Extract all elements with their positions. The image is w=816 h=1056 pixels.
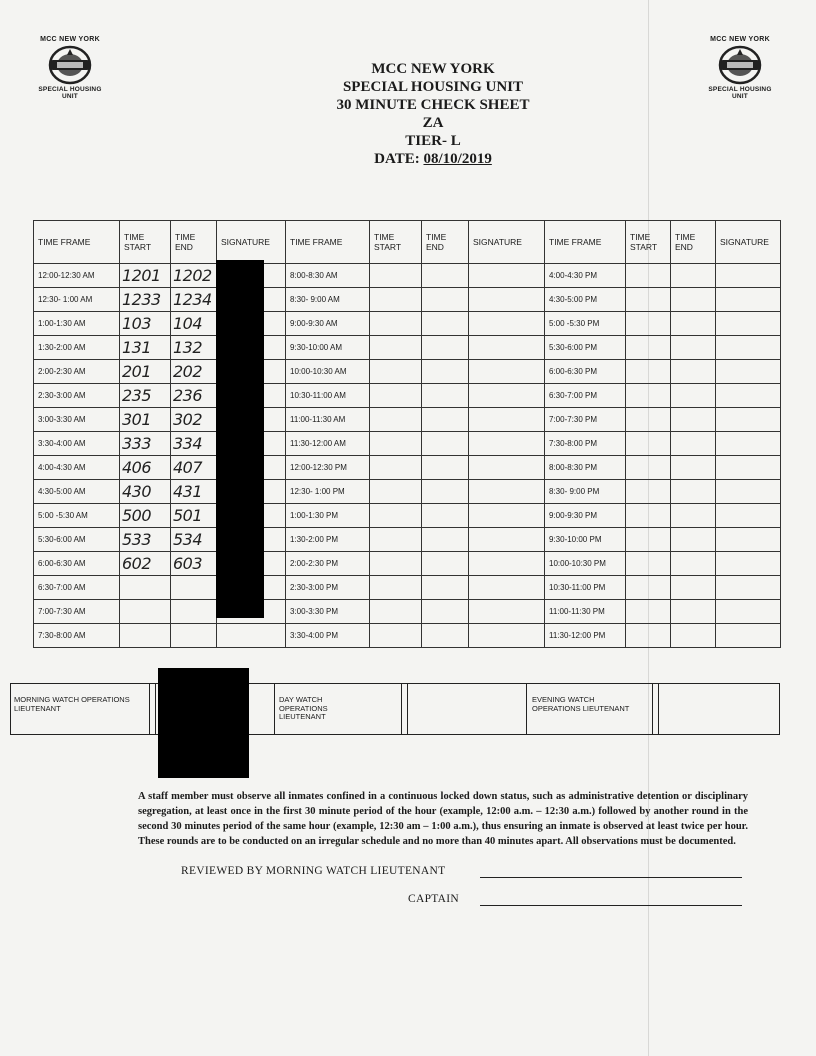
time-start-cell: 1233 bbox=[120, 288, 171, 312]
signature-cell bbox=[716, 504, 781, 528]
time-frame-cell: 6:00-6:30 PM bbox=[545, 360, 626, 384]
time-frame-cell: 12:30- 1:00 PM bbox=[286, 480, 370, 504]
shu-seal-icon bbox=[47, 45, 93, 85]
time-start-cell: 103 bbox=[120, 312, 171, 336]
signature-cell bbox=[469, 432, 545, 456]
time-end-cell: 501 bbox=[171, 504, 217, 528]
signature-cell bbox=[469, 456, 545, 480]
time-frame-cell: 3:00-3:30 AM bbox=[34, 408, 120, 432]
time-start-cell: 201 bbox=[120, 360, 171, 384]
time-frame-cell: 10:30-11:00 AM bbox=[286, 384, 370, 408]
divider bbox=[401, 684, 402, 734]
logo-top-text: MCC NEW YORK bbox=[710, 36, 770, 43]
time-frame-cell: 1:30-2:00 AM bbox=[34, 336, 120, 360]
header-cell: TIME FRAME bbox=[286, 221, 370, 264]
signature-cell bbox=[716, 408, 781, 432]
time-start-cell: 301 bbox=[120, 408, 171, 432]
time-frame-cell: 9:30-10:00 AM bbox=[286, 336, 370, 360]
time-start-cell bbox=[370, 600, 422, 624]
divider bbox=[526, 684, 527, 734]
header-cell: TIME START bbox=[626, 221, 671, 264]
time-end-cell bbox=[671, 600, 716, 624]
signature-cell bbox=[716, 528, 781, 552]
time-frame-cell: 1:00-1:30 AM bbox=[34, 312, 120, 336]
time-start-cell bbox=[626, 480, 671, 504]
time-end-cell bbox=[422, 480, 469, 504]
time-start-cell bbox=[370, 432, 422, 456]
signature-cell bbox=[469, 576, 545, 600]
time-frame-cell: 3:00-3:30 PM bbox=[286, 600, 370, 624]
header-date bbox=[258, 150, 608, 168]
time-end-cell bbox=[671, 336, 716, 360]
time-start-cell bbox=[626, 600, 671, 624]
time-frame-cell: 2:30-3:00 AM bbox=[34, 384, 120, 408]
time-frame-cell: 4:00-4:30 AM bbox=[34, 456, 120, 480]
time-start-cell bbox=[626, 384, 671, 408]
signature-cell bbox=[716, 336, 781, 360]
time-frame-cell: 8:00-8:30 PM bbox=[545, 456, 626, 480]
divider bbox=[149, 684, 150, 734]
time-frame-cell: 5:30-6:00 PM bbox=[545, 336, 626, 360]
logo-left bbox=[30, 36, 110, 100]
time-end-cell: 1234 bbox=[171, 288, 217, 312]
time-start-cell: 533 bbox=[120, 528, 171, 552]
time-start-cell: 602 bbox=[120, 552, 171, 576]
header-line-2: SPECIAL HOUSING UNIT bbox=[342, 79, 524, 95]
time-frame-cell: 4:30-5:00 AM bbox=[34, 480, 120, 504]
signature-cell bbox=[469, 384, 545, 408]
time-frame-cell: 12:30- 1:00 AM bbox=[34, 288, 120, 312]
header-cell: TIME FRAME bbox=[545, 221, 626, 264]
time-start-cell: 131 bbox=[120, 336, 171, 360]
time-start-cell bbox=[626, 408, 671, 432]
sheet-header bbox=[258, 60, 608, 168]
table-row bbox=[34, 528, 781, 552]
time-end-cell bbox=[671, 384, 716, 408]
time-end-cell bbox=[171, 576, 217, 600]
time-frame-cell: 2:30-3:00 PM bbox=[286, 576, 370, 600]
signature-cell bbox=[716, 600, 781, 624]
time-frame-cell: 7:00-7:30 AM bbox=[34, 600, 120, 624]
time-start-cell bbox=[626, 312, 671, 336]
time-start-cell: 406 bbox=[120, 456, 171, 480]
time-start-cell bbox=[626, 288, 671, 312]
time-frame-cell: 11:30-12:00 AM bbox=[286, 432, 370, 456]
time-start-cell bbox=[370, 264, 422, 288]
time-start-cell: 1201 bbox=[120, 264, 171, 288]
divider bbox=[652, 684, 653, 734]
time-end-cell bbox=[671, 624, 716, 648]
time-end-cell bbox=[422, 336, 469, 360]
time-end-cell bbox=[422, 624, 469, 648]
time-end-cell bbox=[422, 432, 469, 456]
evening-watch-label: EVENING WATCH OPERATIONS LIEUTENANT bbox=[532, 695, 630, 713]
header-cell: TIME START bbox=[370, 221, 422, 264]
time-frame-cell: 9:00-9:30 PM bbox=[545, 504, 626, 528]
time-end-cell: 334 bbox=[171, 432, 217, 456]
time-frame-cell: 1:30-2:00 PM bbox=[286, 528, 370, 552]
time-frame-cell: 7:00-7:30 PM bbox=[545, 408, 626, 432]
time-end-cell: 202 bbox=[171, 360, 217, 384]
table-row bbox=[34, 432, 781, 456]
signature-cell bbox=[469, 600, 545, 624]
captain-signature-line bbox=[480, 905, 742, 906]
signature-cell bbox=[469, 528, 545, 552]
signature-cell bbox=[469, 552, 545, 576]
signature-cell bbox=[469, 264, 545, 288]
time-frame-cell: 6:30-7:00 AM bbox=[34, 576, 120, 600]
signature-cell bbox=[716, 264, 781, 288]
logo-top-text: MCC NEW YORK bbox=[40, 36, 100, 43]
time-start-cell bbox=[370, 408, 422, 432]
time-end-cell: 302 bbox=[171, 408, 217, 432]
signature-cell bbox=[716, 288, 781, 312]
time-start-cell bbox=[626, 264, 671, 288]
time-start-cell bbox=[370, 336, 422, 360]
captain-label: CAPTAIN bbox=[408, 893, 460, 905]
signature-cell bbox=[469, 408, 545, 432]
time-end-cell bbox=[671, 552, 716, 576]
time-frame-cell: 11:30-12:00 PM bbox=[545, 624, 626, 648]
table-row bbox=[34, 312, 781, 336]
time-end-cell: 407 bbox=[171, 456, 217, 480]
header-cell: SIGNATURE bbox=[716, 221, 781, 264]
time-frame-cell: 3:30-4:00 PM bbox=[286, 624, 370, 648]
header-cell: TIME END bbox=[671, 221, 716, 264]
time-frame-cell: 8:30- 9:00 PM bbox=[545, 480, 626, 504]
table-row bbox=[34, 456, 781, 480]
time-start-cell bbox=[370, 312, 422, 336]
time-frame-cell: 5:30-6:00 AM bbox=[34, 528, 120, 552]
signature-cell bbox=[469, 624, 545, 648]
time-frame-cell: 2:00-2:30 PM bbox=[286, 552, 370, 576]
time-end-cell bbox=[671, 264, 716, 288]
time-end-cell bbox=[671, 528, 716, 552]
time-frame-cell: 6:00-6:30 AM bbox=[34, 552, 120, 576]
time-frame-cell: 3:30-4:00 AM bbox=[34, 432, 120, 456]
shu-seal-icon bbox=[717, 45, 763, 85]
time-frame-cell: 11:00-11:30 AM bbox=[286, 408, 370, 432]
reviewed-by-label: REVIEWED BY MORNING WATCH LIEUTENANT bbox=[181, 865, 446, 877]
time-end-cell: 236 bbox=[171, 384, 217, 408]
time-end-cell bbox=[671, 456, 716, 480]
logo-bottom-text: SPECIAL HOUSING UNIT bbox=[708, 86, 772, 100]
time-frame-cell: 5:00 -5:30 PM bbox=[545, 312, 626, 336]
table-row bbox=[34, 288, 781, 312]
table-row bbox=[34, 552, 781, 576]
time-end-cell bbox=[422, 504, 469, 528]
date-value: 08/10/2019 bbox=[423, 151, 492, 167]
morning-watch-label: MORNING WATCH OPERATIONS LIEUTENANT bbox=[14, 695, 130, 713]
table-row bbox=[34, 504, 781, 528]
time-start-cell: 500 bbox=[120, 504, 171, 528]
time-end-cell bbox=[422, 408, 469, 432]
table-row bbox=[34, 360, 781, 384]
time-end-cell bbox=[422, 384, 469, 408]
table-row bbox=[34, 576, 781, 600]
signature-cell bbox=[716, 312, 781, 336]
signature-cell bbox=[469, 336, 545, 360]
header-cell: TIME END bbox=[171, 221, 217, 264]
time-frame-cell: 4:30-5:00 PM bbox=[545, 288, 626, 312]
time-end-cell bbox=[422, 360, 469, 384]
time-end-cell bbox=[671, 288, 716, 312]
time-start-cell bbox=[626, 624, 671, 648]
signature-cell bbox=[469, 480, 545, 504]
time-end-cell bbox=[671, 504, 716, 528]
time-start-cell bbox=[370, 504, 422, 528]
time-end-cell bbox=[422, 600, 469, 624]
time-end-cell bbox=[671, 312, 716, 336]
signature-cell bbox=[716, 552, 781, 576]
time-start-cell bbox=[370, 456, 422, 480]
time-frame-cell: 4:00-4:30 PM bbox=[545, 264, 626, 288]
time-start-cell: 235 bbox=[120, 384, 171, 408]
table-row bbox=[34, 624, 781, 648]
time-frame-cell: 6:30-7:00 PM bbox=[545, 384, 626, 408]
time-end-cell bbox=[671, 576, 716, 600]
signature-cell bbox=[716, 432, 781, 456]
table-row bbox=[34, 384, 781, 408]
time-frame-cell: 8:00-8:30 AM bbox=[286, 264, 370, 288]
watch-lieutenant-box bbox=[10, 683, 780, 735]
time-end-cell bbox=[171, 624, 217, 648]
time-start-cell bbox=[120, 600, 171, 624]
signature-cell bbox=[469, 504, 545, 528]
time-frame-cell: 5:00 -5:30 AM bbox=[34, 504, 120, 528]
check-table bbox=[33, 220, 781, 648]
time-end-cell bbox=[422, 456, 469, 480]
time-frame-cell: 1:00-1:30 PM bbox=[286, 504, 370, 528]
time-start-cell bbox=[120, 576, 171, 600]
time-start-cell bbox=[626, 360, 671, 384]
table-row bbox=[34, 336, 781, 360]
time-end-cell: 1202 bbox=[171, 264, 217, 288]
time-start-cell bbox=[626, 504, 671, 528]
reviewed-signature-line bbox=[480, 877, 742, 878]
time-end-cell bbox=[671, 408, 716, 432]
observation-rules: A staff member must observe all inmates confined in a continuous locked down status, such as administrative detention or disciplinary segregation, at least once in the first 30 minute period of the hour (example, 12:00 a.m. – 12:30 a.m.) followed by another round in the second 30 minutes period of the same hour (example, 12:30 am – 1:00 a.m.), thus ensuring an inmate is observed at least twice per hour. These rounds are to be conducted on an irregular schedule and no more than 40 minutes apart. All observations must be documented. bbox=[138, 791, 748, 847]
time-end-cell: 104 bbox=[171, 312, 217, 336]
table-row bbox=[34, 480, 781, 504]
time-end-cell bbox=[422, 288, 469, 312]
table-row bbox=[34, 600, 781, 624]
time-end-cell: 132 bbox=[171, 336, 217, 360]
time-frame-cell: 10:30-11:00 PM bbox=[545, 576, 626, 600]
header-cell: SIGNATURE bbox=[217, 221, 286, 264]
time-start-cell bbox=[370, 624, 422, 648]
signature-cell bbox=[469, 288, 545, 312]
table-row bbox=[34, 264, 781, 288]
table-body bbox=[34, 264, 781, 648]
signature-cell bbox=[716, 576, 781, 600]
time-start-cell bbox=[370, 480, 422, 504]
redaction-box bbox=[216, 260, 264, 618]
divider bbox=[658, 684, 659, 734]
time-end-cell bbox=[422, 528, 469, 552]
time-end-cell bbox=[171, 600, 217, 624]
divider bbox=[407, 684, 408, 734]
time-end-cell bbox=[671, 360, 716, 384]
signature-cell bbox=[469, 360, 545, 384]
time-frame-cell: 12:00-12:30 PM bbox=[286, 456, 370, 480]
redaction-box bbox=[158, 668, 249, 778]
time-start-cell bbox=[370, 288, 422, 312]
time-start-cell bbox=[370, 384, 422, 408]
time-start-cell bbox=[626, 456, 671, 480]
time-start-cell bbox=[626, 528, 671, 552]
signature-cell bbox=[716, 456, 781, 480]
time-frame-cell: 9:30-10:00 PM bbox=[545, 528, 626, 552]
header-line-1: MCC NEW YORK bbox=[371, 61, 495, 77]
time-start-cell bbox=[370, 528, 422, 552]
header-cell: TIME END bbox=[422, 221, 469, 264]
header-unit: ZA bbox=[422, 115, 444, 131]
time-start-cell bbox=[120, 624, 171, 648]
time-start-cell bbox=[370, 576, 422, 600]
time-start-cell bbox=[626, 552, 671, 576]
header-tier: TIER- L bbox=[405, 133, 461, 149]
signature-cell bbox=[716, 384, 781, 408]
time-start-cell: 430 bbox=[120, 480, 171, 504]
time-end-cell bbox=[422, 552, 469, 576]
time-start-cell bbox=[626, 432, 671, 456]
time-frame-cell: 9:00-9:30 AM bbox=[286, 312, 370, 336]
signature-cell bbox=[716, 624, 781, 648]
logo-bottom-text: SPECIAL HOUSING UNIT bbox=[38, 86, 102, 100]
time-frame-cell: 2:00-2:30 AM bbox=[34, 360, 120, 384]
table-row bbox=[34, 408, 781, 432]
header-cell: SIGNATURE bbox=[469, 221, 545, 264]
time-end-cell bbox=[671, 480, 716, 504]
time-frame-cell: 12:00-12:30 AM bbox=[34, 264, 120, 288]
time-frame-cell: 10:00-10:30 AM bbox=[286, 360, 370, 384]
time-end-cell bbox=[422, 576, 469, 600]
time-frame-cell: 8:30- 9:00 AM bbox=[286, 288, 370, 312]
time-end-cell bbox=[422, 312, 469, 336]
signature-cell bbox=[716, 480, 781, 504]
time-end-cell: 534 bbox=[171, 528, 217, 552]
header-cell: TIME START bbox=[120, 221, 171, 264]
time-frame-cell: 10:00-10:30 PM bbox=[545, 552, 626, 576]
time-start-cell bbox=[626, 336, 671, 360]
time-frame-cell: 7:30-8:00 PM bbox=[545, 432, 626, 456]
divider bbox=[274, 684, 275, 734]
date-label: DATE: bbox=[374, 151, 420, 167]
time-end-cell: 603 bbox=[171, 552, 217, 576]
signature-cell bbox=[217, 624, 286, 648]
signature-cell bbox=[716, 360, 781, 384]
header-line-3: 30 MINUTE CHECK SHEET bbox=[336, 97, 530, 113]
logo-right bbox=[700, 36, 780, 100]
time-start-cell bbox=[626, 576, 671, 600]
time-frame-cell: 11:00-11:30 PM bbox=[545, 600, 626, 624]
time-frame-cell: 7:30-8:00 AM bbox=[34, 624, 120, 648]
signature-cell bbox=[469, 312, 545, 336]
time-start-cell bbox=[370, 552, 422, 576]
day-watch-label: DAY WATCH OPERATIONS LIEUTENANT bbox=[279, 695, 328, 721]
header-cell: TIME FRAME bbox=[34, 221, 120, 264]
time-end-cell bbox=[422, 264, 469, 288]
time-end-cell bbox=[671, 432, 716, 456]
table-header-row bbox=[34, 221, 781, 264]
time-start-cell bbox=[370, 360, 422, 384]
time-start-cell: 333 bbox=[120, 432, 171, 456]
divider bbox=[155, 684, 156, 734]
time-end-cell: 431 bbox=[171, 480, 217, 504]
